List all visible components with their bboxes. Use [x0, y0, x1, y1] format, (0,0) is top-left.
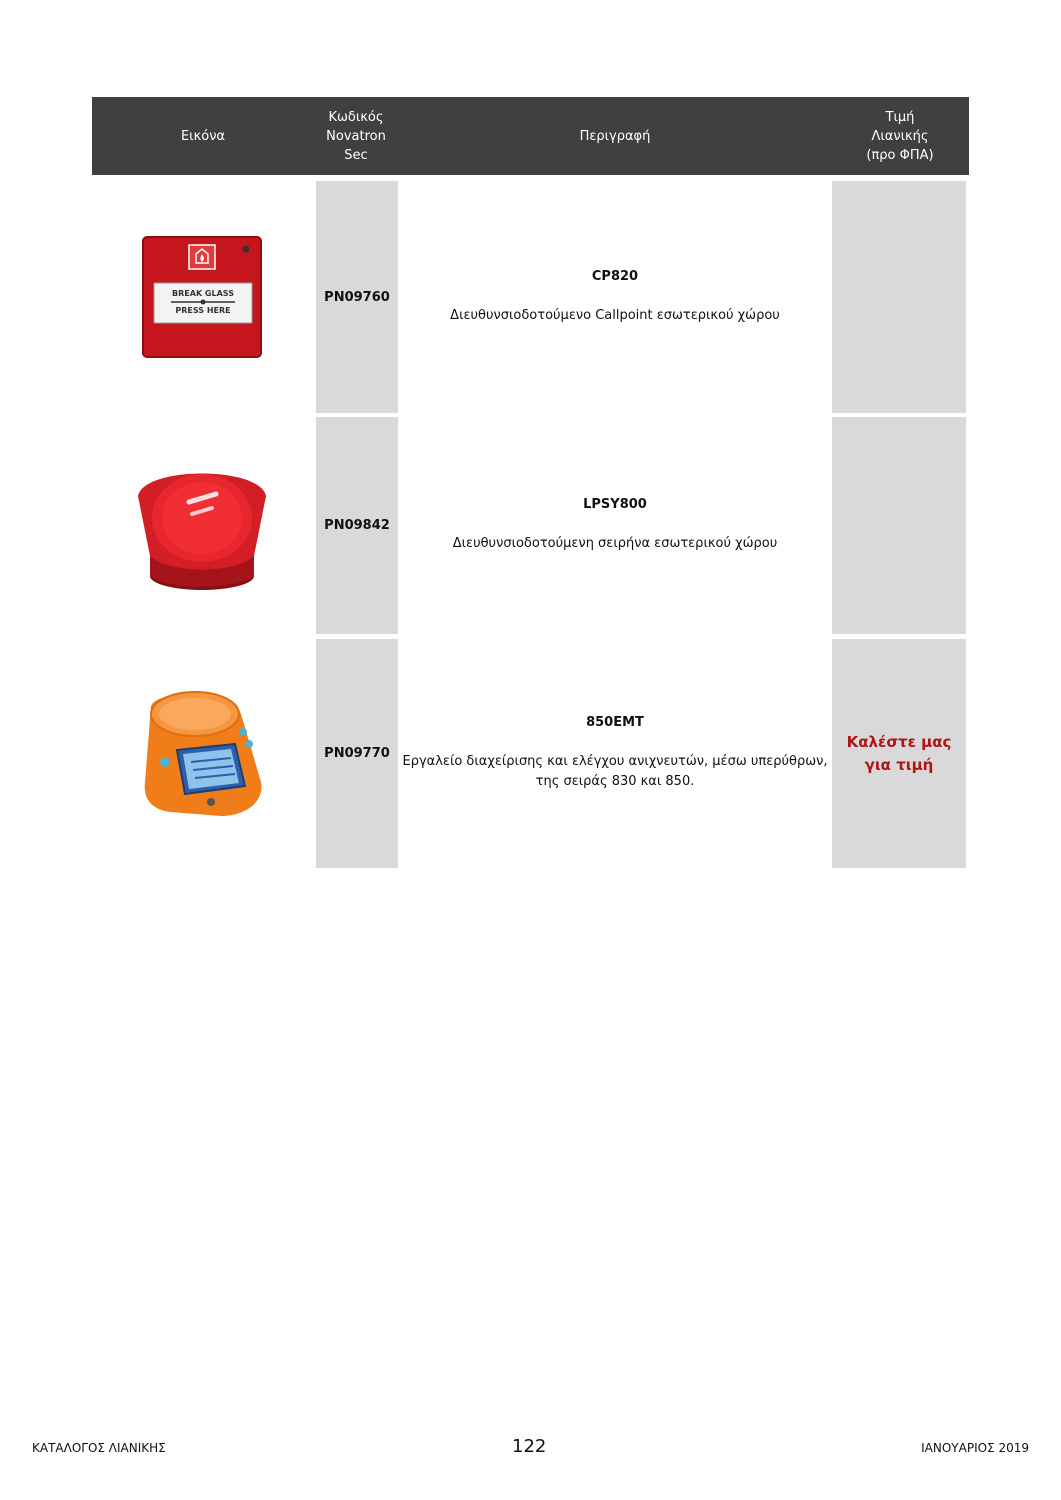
- product-code: PN09760: [316, 181, 398, 413]
- break-glass-text: BREAK GLASS: [172, 289, 234, 298]
- header-description: [397, 97, 833, 175]
- red-siren-icon: [134, 456, 270, 596]
- product-code: PN09770: [316, 639, 398, 868]
- break-glass-callpoint-icon: [141, 235, 263, 359]
- header-price: [832, 97, 968, 175]
- header-description-label: Περιγραφή: [579, 128, 651, 144]
- product-description: Διευθυνσιοδοτούμενο Callpoint εσωτερικού χώρου: [450, 307, 780, 323]
- header-code-line1: Κωδικός: [328, 109, 384, 125]
- page-number: 122: [512, 1436, 547, 1457]
- product-price: [832, 417, 966, 634]
- header-code-line2: Novatron: [326, 128, 386, 144]
- product-code: PN09842: [316, 417, 398, 634]
- table-row: [92, 417, 969, 634]
- footer-catalog-title: ΚΑΤΑΛΟΓΟΣ ΛΙΑΝΙΚΗΣ: [32, 1441, 166, 1455]
- product-description-cell: [400, 417, 830, 634]
- product-image-cell: [122, 639, 282, 868]
- product-description-cell: [400, 639, 830, 868]
- header-price-line1: Τιμή: [885, 109, 915, 125]
- header-code-line3: Sec: [344, 147, 368, 163]
- header-price-line3: (προ ΦΠΑ): [866, 147, 934, 163]
- press-here-text: PRESS HERE: [175, 306, 231, 315]
- header-image: [92, 97, 314, 175]
- product-description-cell: [400, 181, 830, 413]
- table-row: [92, 639, 969, 868]
- product-image-cell: [122, 181, 282, 413]
- product-price: Καλέστε μας για τιμή: [832, 639, 966, 868]
- table-header: [92, 97, 969, 175]
- table-row: [92, 181, 969, 413]
- footer-date: ΙΑΝΟΥΑΡΙΟΣ 2019: [921, 1441, 1029, 1455]
- product-model: CP820: [591, 268, 639, 284]
- product-model: LPSY800: [583, 497, 647, 512]
- product-description: Διευθυνσιοδοτούμενη σειρήνα εσωτερικού χώρου: [452, 536, 778, 551]
- header-price-line2: Λιανικής: [871, 128, 929, 144]
- product-image-cell: [122, 417, 282, 634]
- product-price: [832, 181, 966, 413]
- product-model: 850EMT: [586, 715, 644, 730]
- header-image-label: Εικόνα: [180, 128, 226, 144]
- orange-ir-tool-icon: [137, 686, 267, 822]
- header-code: [315, 97, 397, 175]
- product-description: Εργαλείο διαχείρισης και ελέγχου ανιχνευτών, μέσω υπερύθρων, της σειράς 830 και 850.: [402, 754, 828, 789]
